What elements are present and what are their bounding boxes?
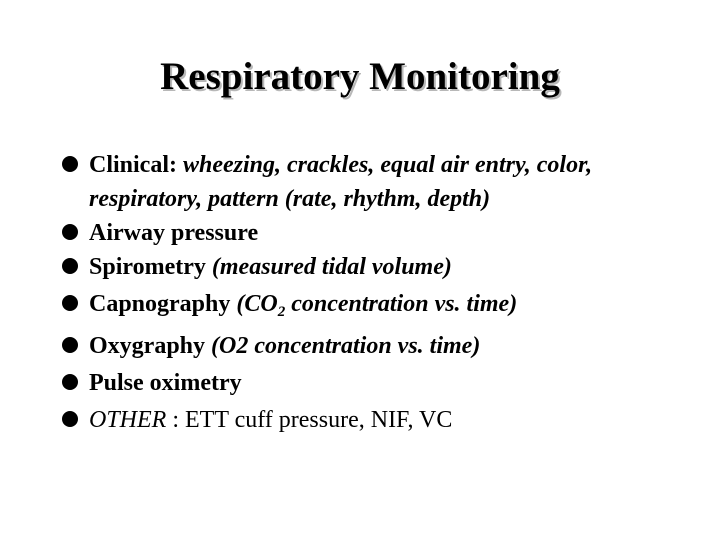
- bullet-capnography-label: Capnography: [89, 291, 231, 317]
- bullet-dot-icon: [62, 224, 78, 240]
- bullet-spirometry: [60, 250, 680, 284]
- capnography-detail-pre: (CO: [236, 291, 278, 317]
- bullet-spirometry-label: Spirometry: [89, 254, 206, 280]
- bullet-dot-icon: [62, 295, 78, 311]
- bullet-dot-icon: [62, 374, 78, 390]
- bullet-capnography-detail: [236, 291, 518, 320]
- bullet-dot-icon: [62, 411, 78, 427]
- bullet-spirometry-detail: (measured tidal volume): [211, 254, 452, 280]
- bullet-other: [60, 403, 680, 437]
- bullet-clinical: [60, 148, 680, 216]
- bullet-clinical-detail: wheezing, crackles, equal air entry, color, respiratory, pattern (rate, rhythm, depth): [89, 152, 593, 212]
- bullet-airway-label: Airway pressure: [89, 220, 259, 246]
- slide-title: Respiratory Monitoring: [160, 55, 560, 98]
- bullet-other-separator: :: [172, 407, 180, 433]
- bullet-oxygraphy-detail: (O2 concentration vs. time): [211, 333, 481, 359]
- bullet-list: [60, 148, 680, 437]
- bullet-capnography: [60, 287, 680, 321]
- bullet-other-label: OTHER: [89, 407, 167, 433]
- bullet-oxygraphy: [60, 329, 680, 363]
- capnography-detail-post: concentration vs. time): [291, 291, 518, 317]
- bullet-airway-pressure: [60, 216, 680, 250]
- bullet-dot-icon: [62, 258, 78, 274]
- bullet-dot-icon: [62, 156, 78, 172]
- bullet-oxygraphy-label: Oxygraphy: [89, 333, 206, 359]
- bullet-pulse-oximetry: [60, 366, 680, 400]
- bullet-other-detail: ETT cuff pressure, NIF, VC: [185, 407, 453, 433]
- capnography-detail-sub: 2: [277, 304, 286, 320]
- bullet-pulse-label: Pulse oximetry: [89, 370, 242, 396]
- bullet-dot-icon: [62, 337, 78, 353]
- bullet-clinical-label: Clinical:: [89, 152, 177, 178]
